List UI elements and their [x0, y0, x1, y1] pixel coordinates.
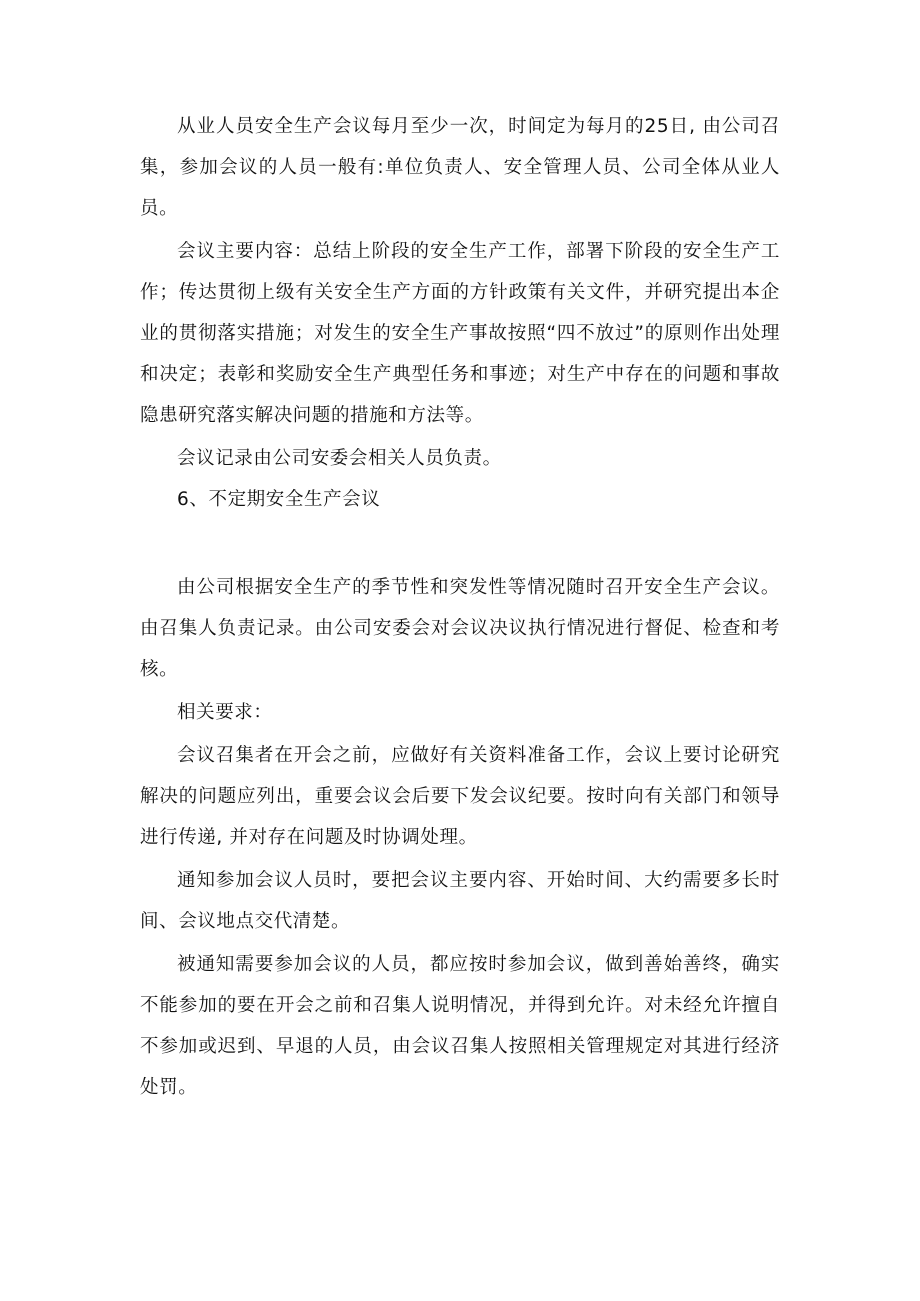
- paragraph-irregular-meeting: 由公司根据安全生产的季节性和突发性等情况随时召开安全生产会议。由召集人负责记录。由公司安委会对会议决议执行情况进行督促、检查和考核。: [140, 577, 780, 680]
- document-page: [140, 106, 780, 1108]
- section-heading: 6、不定期安全生产会议: [177, 489, 381, 510]
- paragraph-meeting-content: 会议主要内容：总结上阶段的安全生产工作，部署下阶段的安全生产工作；传达贯彻上级有关安全生产方面的方针政策有关文件，并研究提出本企业的贯彻落实措施；对发生的安全生产事故按照“四不放过”的原则作出处理和决定；表彰和奖励安全生产典型任务和事迹；对生产中存在的问题和事故隐患研究落实解决问题的措施和方法等。: [140, 241, 780, 426]
- paragraph-attendance: 被通知需要参加会议的人员，都应按时参加会议，做到善始善终，确实不能参加的要在开会之前和召集人说明情况，并得到允许。对未经允许擅自不参加或迟到、早退的人员，由会议召集人按照相关管理规定对其进行经济处罚。: [140, 954, 780, 1098]
- paragraph-notification: 通知参加会议人员时，要把会议主要内容、开始时间、大约需要多长时间、会议地点交代清楚。: [140, 870, 780, 932]
- paragraph-requirements-label: 相关要求：: [177, 702, 273, 723]
- paragraph-convener-duties: 会议召集者在开会之前，应做好有关资料准备工作，会议上要讨论研究解决的问题应列出，重要会议会后要下发会议纪要。按时向有关部门和领导进行传递, 并对存在问题及时协调处理。: [140, 745, 780, 848]
- paragraph-meeting-frequency: 从业人员安全生产会议每月至少一次，时间定为每月的25日, 由公司召集，参加会议的人员一般有:单位负责人、安全管理人员、公司全体从业人员。: [140, 116, 780, 219]
- spacer: [140, 520, 780, 567]
- paragraph-meeting-records: 会议记录由公司安委会相关人员负责。: [177, 448, 502, 469]
